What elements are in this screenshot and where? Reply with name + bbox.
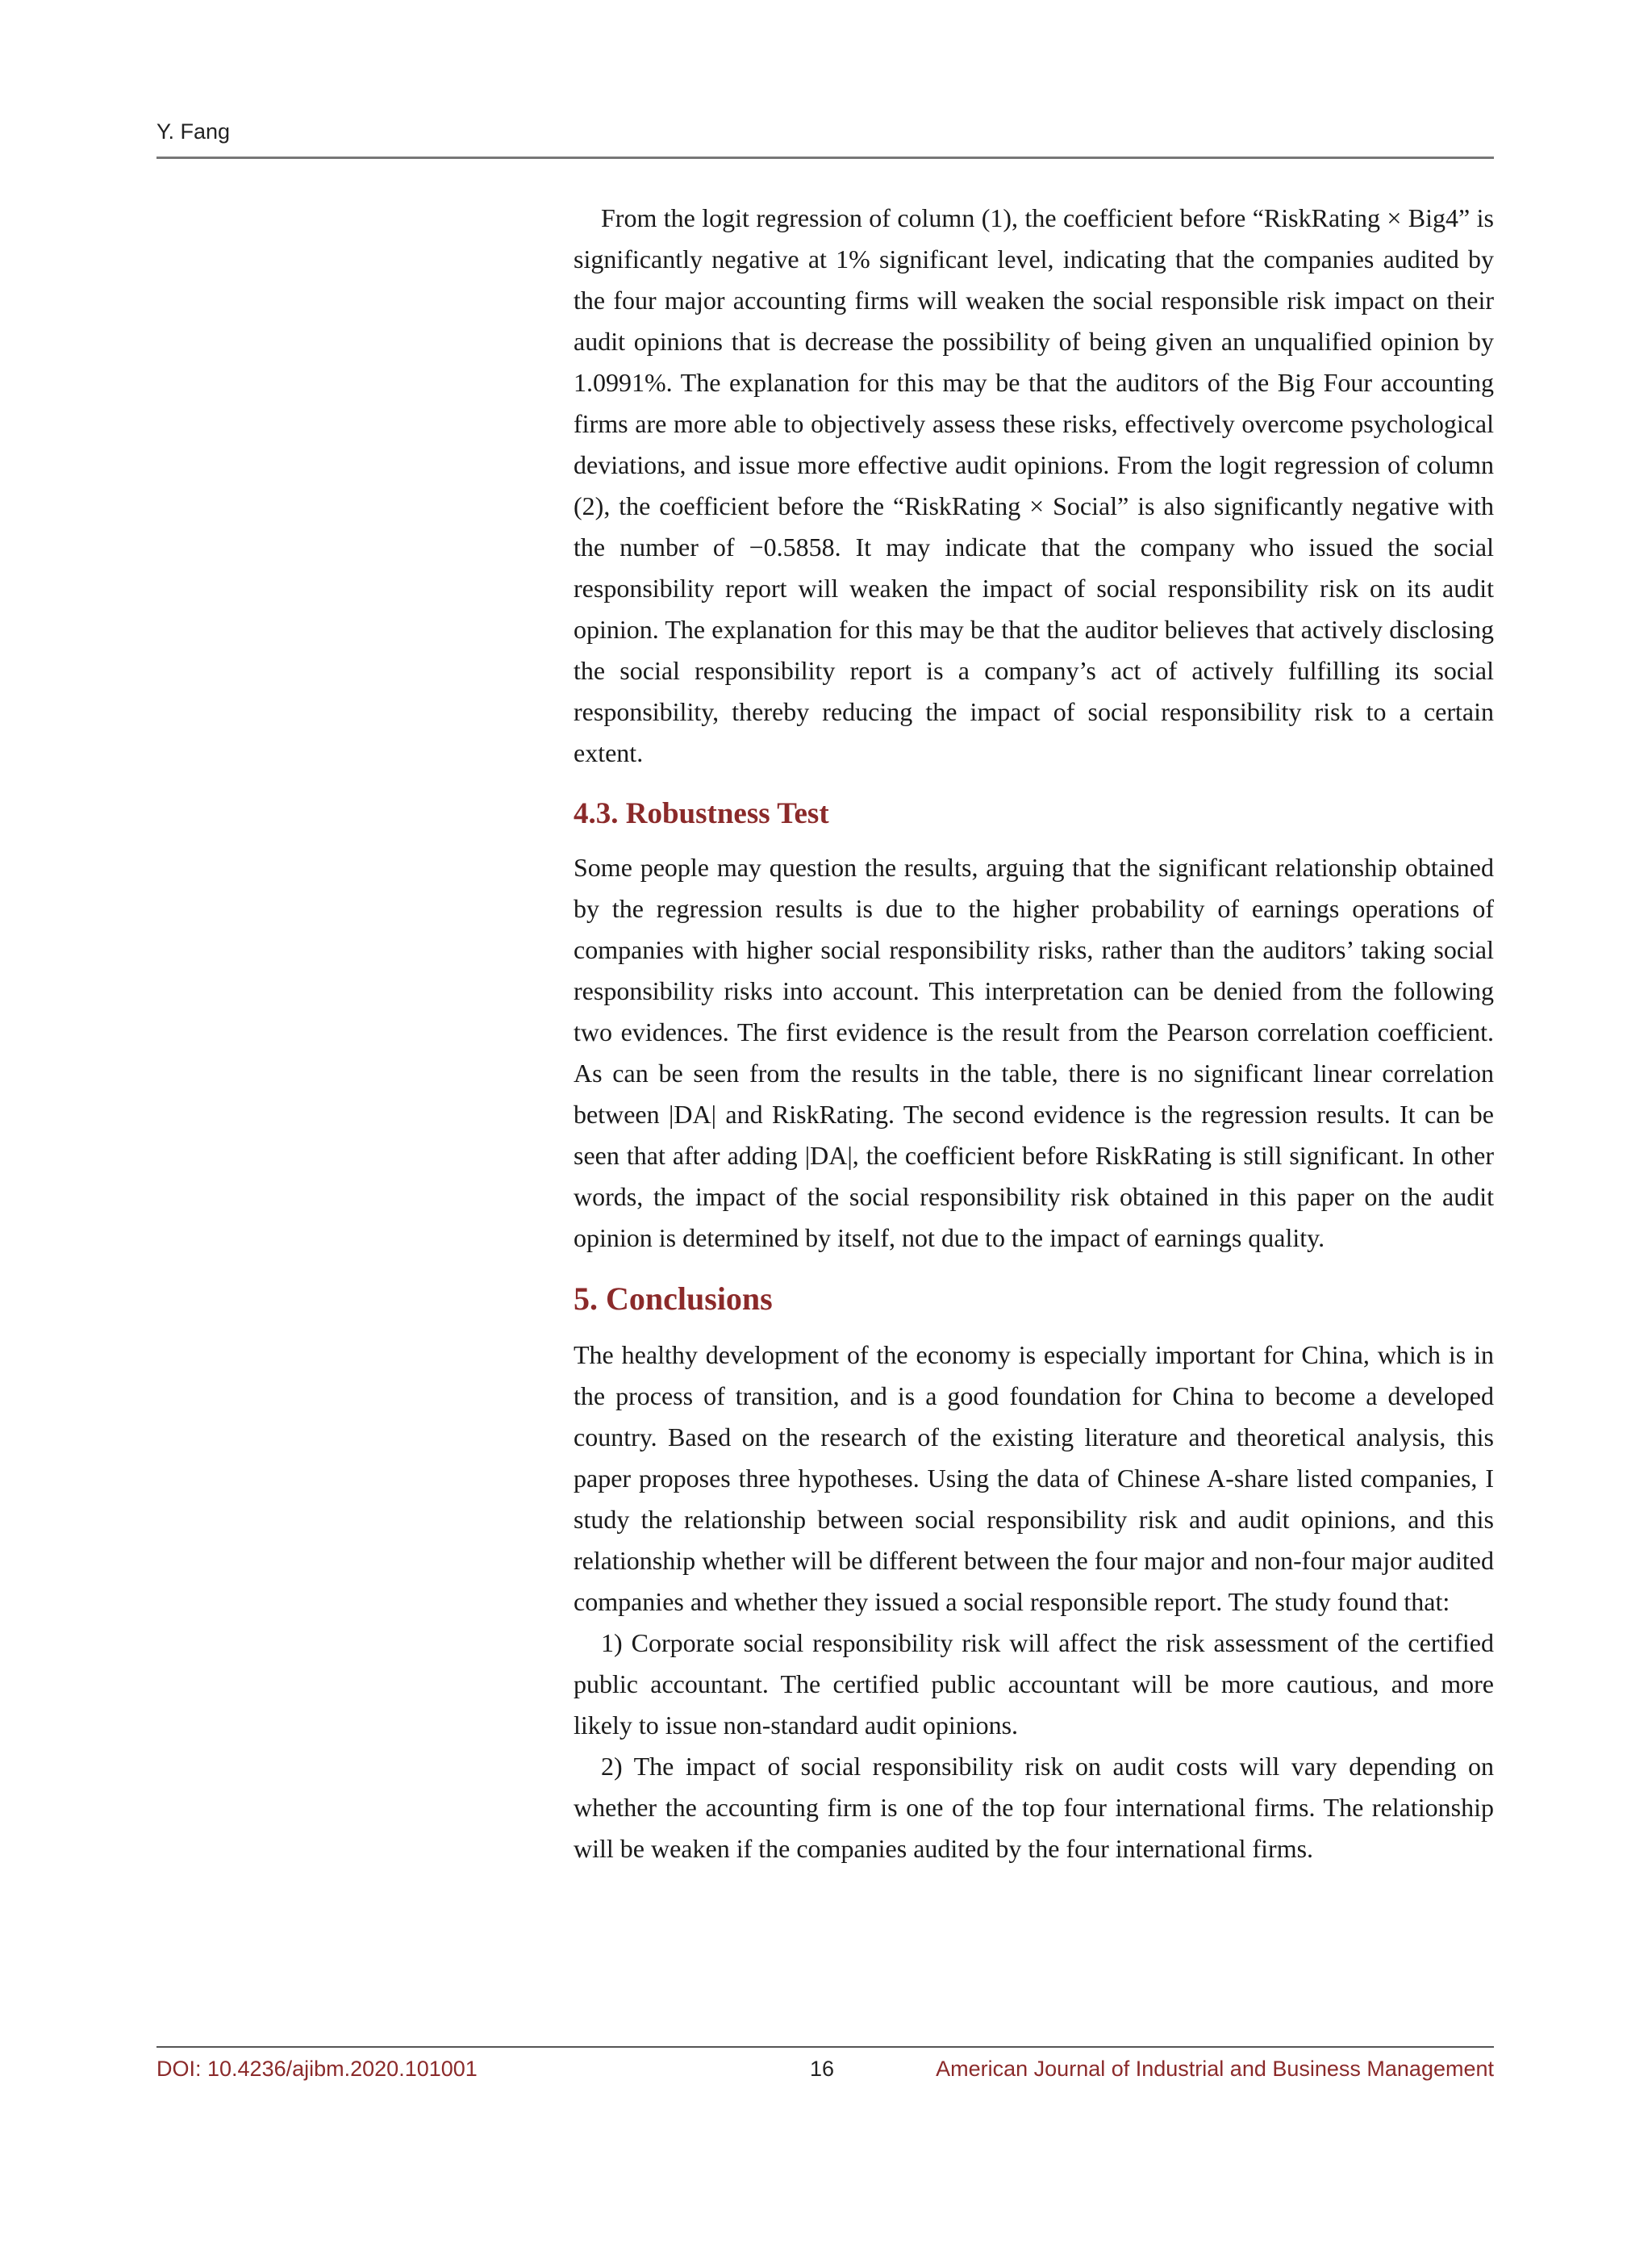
paragraph-robustness: Some people may question the results, arguing that the significant relationship obtained by the regression results is due to the higher probability of earnings operations of companies with higher social responsibility risks, rather than the auditors’ taking social responsibility risks into account. This interpretation can be denied from the following two evidences. The first evidence is the result from the Pearson correlation coefficient. As can be seen from the results in the table, there is no significant linear correlation between |DA| and RiskRating. The second evidence is the regression results. It can be seen that after adding |DA|, the coefficient before RiskRating is still significant. In other words, the impact of the social responsibility risk obtained in this paper on the audit opinion is determined by itself, not due to the impact of earnings quality. — [574, 853, 1494, 1252]
section-heading-robustness: 4.3. Robustness Test — [574, 797, 829, 830]
paragraph-logit-results: From the logit regression of column (1), the coefficient before “RiskRating × Big4” is significantly negative at 1% significant level, indicating that the companies audited by the four major accounting firms will weaken the social responsible risk impact on their audit opinions that is decrease the possibility of being given an unqualified opinion by 1.0991%. The explanation for this may be that the auditors of the Big Four accounting firms are more able to objectively assess these risks, effectively overcome psychological deviations, and issue more effective audit opinions. From the logit regression of column (2), the coefficient before the “RiskRating × Social” is also significantly negative with the number of −0.5858. It may indicate that the company who issued the social responsibility report will weaken the impact of social responsibility risk on its audit opinion. The explanation for this may be that the auditor believes that actively disclosing the social responsibility report is a company’s act of actively fulfilling its social responsibility, thereby reducing the impact of social responsibility risk to a certain extent. — [574, 203, 1494, 767]
finding-item-2: 2) The impact of social responsibility risk on audit costs will vary depending on whether the accounting firm is one of the top four international firms. The relationship will be weaken if the companies audited by the four international firms. — [574, 1752, 1494, 1863]
paragraph-conclusions-intro: The healthy development of the economy is especially important for China, which is in the process of transition, and is a good foundation for China to become a developed country. Based on the research of the existing literature and theoretical analysis, this paper proposes three hypotheses. Using the data of Chinese A-share listed companies, I study the relationship between social responsibility risk and audit opinions, and this relationship whether will be different between the four major and non-four major audited companies and whether they issued a social responsible report. The study found that: — [574, 1340, 1494, 1616]
finding-item-1: 1) Corporate social responsibility risk will affect the risk assessment of the certified public accountant. The certified public accountant will be more cautious, and more likely to issue non-standard audit opinions. — [574, 1628, 1494, 1740]
journal-name[interactable]: American Journal of Industrial and Business Management — [936, 2057, 1494, 2081]
section-heading-conclusions: 5. Conclusions — [574, 1280, 773, 1317]
page-number: 16 — [810, 2057, 835, 2081]
main-text — [574, 198, 1494, 1869]
running-head: Y. Fang — [156, 119, 231, 144]
footer-rule — [156, 2046, 1494, 2048]
doi-link[interactable]: DOI: 10.4236/ajibm.2020.101001 — [156, 2057, 478, 2081]
header-rule — [156, 157, 1494, 159]
